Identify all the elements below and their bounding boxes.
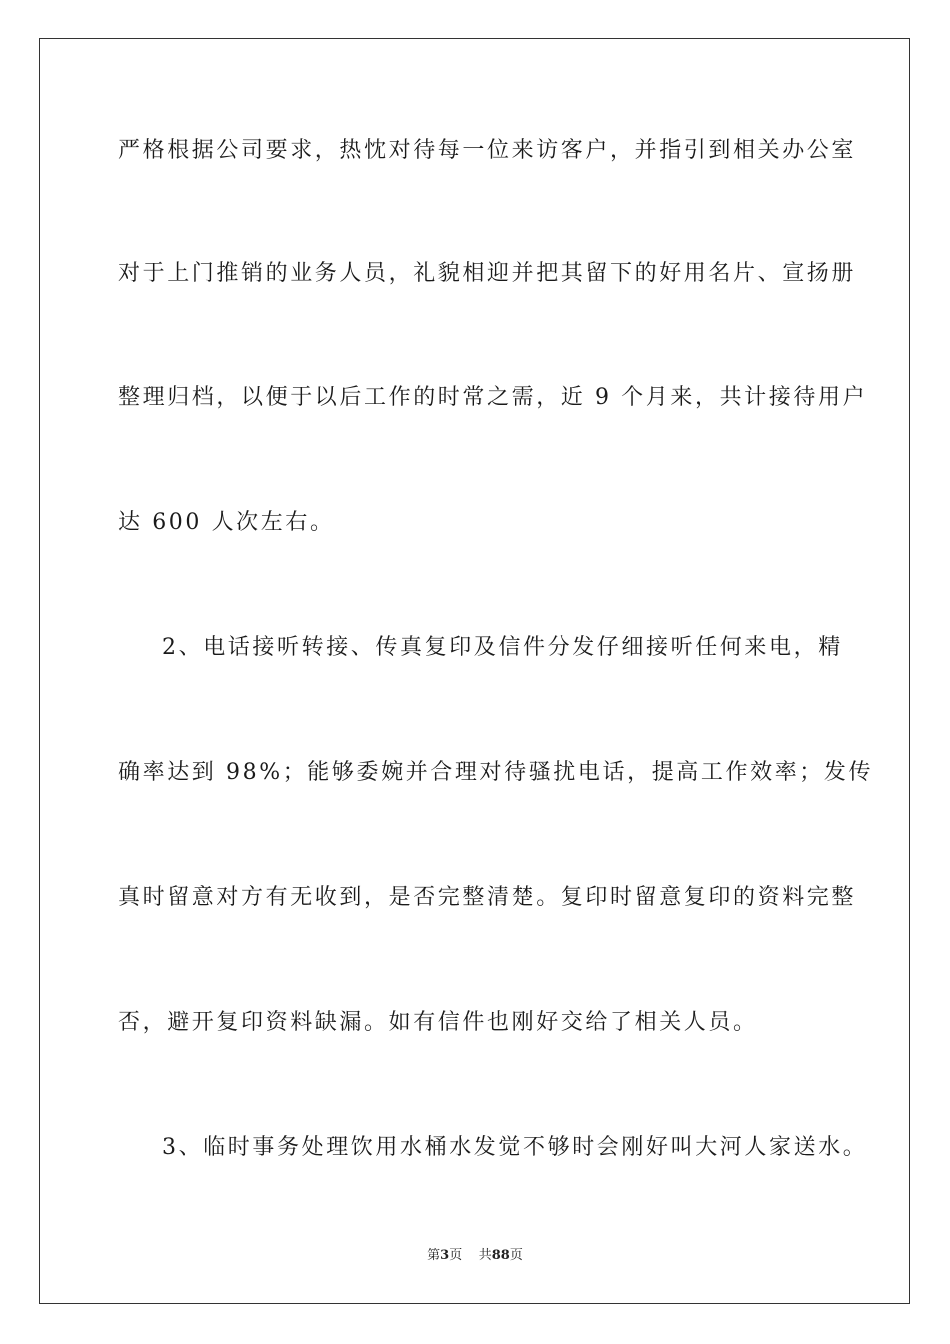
footer-page-prefix: 第 [427, 1248, 441, 1263]
paragraph-line: 对于上门推销的业务人员，礼貌相迎并把其留下的好用名片、宣扬册 [118, 261, 857, 286]
footer-page-suffix: 页 [449, 1248, 463, 1263]
footer-total-prefix: 共 [478, 1248, 492, 1263]
footer-total-suffix: 页 [509, 1248, 523, 1263]
paragraph-line: 否，避开复印资料缺漏。如有信件也刚好交给了相关人员。 [118, 1010, 758, 1035]
paragraph-line-indented: 3、临时事务处理饮用水桶水发觉不够时会刚好叫大河人家送水。 [162, 1135, 868, 1160]
footer-page-number: 3 [440, 1248, 450, 1263]
footer-total-pages: 88 [491, 1248, 510, 1263]
paragraph-line: 整理归档，以便于以后工作的时常之需，近 9 个月来，共计接待用户 [118, 385, 868, 410]
paragraph-line: 达 600 人次左右。 [118, 510, 335, 535]
paragraph-line-indented: 2、电话接听转接、传真复印及信件分发仔细接听任何来电，精 [162, 635, 843, 660]
page-footer [0, 1247, 950, 1265]
page-border [39, 38, 910, 1304]
paragraph-line: 真时留意对方有无收到，是否完整清楚。复印时留意复印的资料完整 [118, 885, 857, 910]
paragraph-line: 严格根据公司要求，热忱对待每一位来访客户，并指引到相关办公室 [118, 138, 857, 163]
paragraph-line: 确率达到 98%；能够委婉并合理对待骚扰电话，提高工作效率；发传 [118, 760, 874, 785]
